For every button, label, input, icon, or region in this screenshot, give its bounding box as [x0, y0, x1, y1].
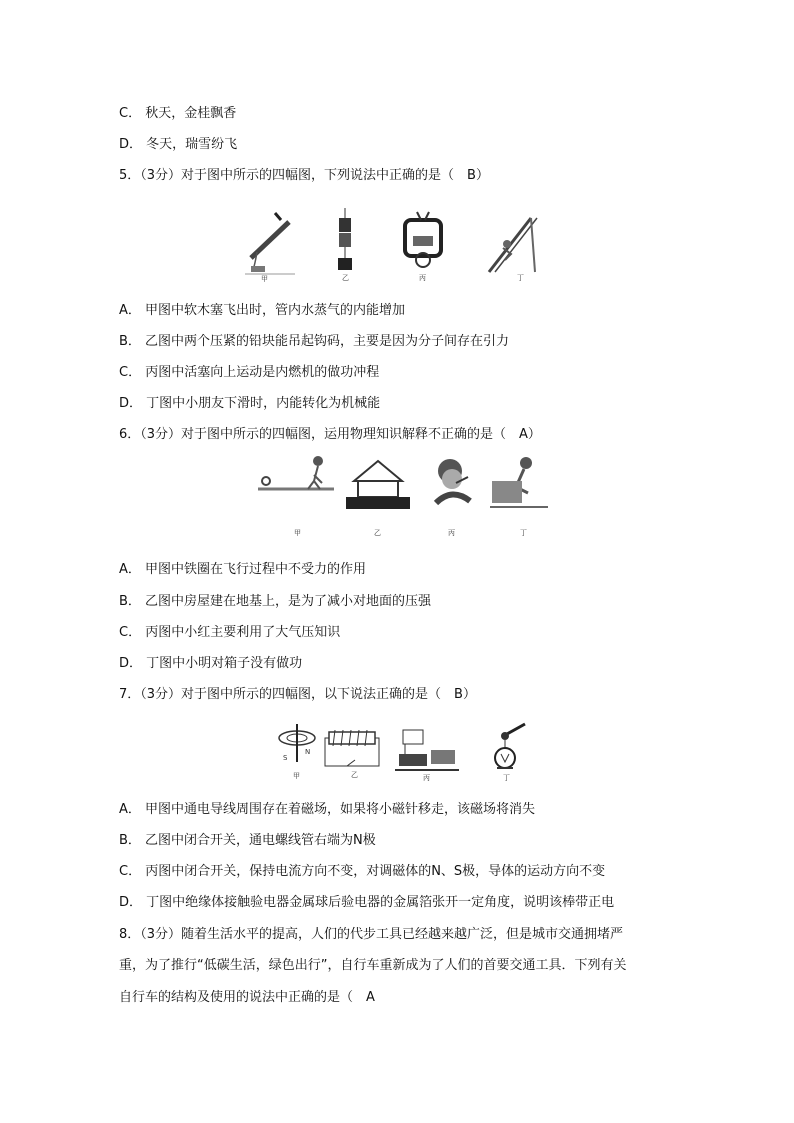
- q5-option-c: C． 丙图中活塞向上运动是内燃机的做功冲程: [119, 365, 380, 380]
- q6-label-ding: 丁: [520, 529, 527, 537]
- q7-option-b: B． 乙图中闭合开关，通电螺线管右端为N极: [119, 833, 376, 848]
- q5-option-a: A． 甲图中软木塞飞出时，管内水蒸气的内能增加: [119, 303, 406, 318]
- q5-fig-jia: [245, 213, 295, 282]
- q6-fig-ding: [490, 457, 548, 537]
- q6-stem: 6．（3分）对于图中所示的四幅图，运用物理知识解释不正确的是（ A）: [119, 427, 541, 442]
- q7-label-bing: 丙: [423, 774, 430, 782]
- q7-figure: [275, 722, 540, 782]
- q5-option-d: D． 丁图中小朋友下滑时，内能转化为机械能: [119, 396, 381, 411]
- q6-figure: [258, 453, 550, 537]
- q5-stem: 5．（3分）对于图中所示的四幅图，下列说法中正确的是（ B）: [119, 168, 489, 183]
- q6-label-jia: 甲: [294, 529, 301, 537]
- q6-option-c: C． 丙图中小红主要利用了大气压知识: [119, 625, 341, 640]
- q5-option-b: B． 乙图中两个压紧的铅块能吊起钩码，主要是因为分子间存在引力: [119, 334, 510, 349]
- q8-stem-line2: 重，为了推行“低碳生活，绿色出行”，自行车重新成为了人们的首要交通工具．下列有关: [119, 958, 627, 973]
- q5-figure: [245, 208, 545, 282]
- q7-pole-n: N: [305, 748, 311, 756]
- q6-label-yi: 乙: [374, 529, 381, 537]
- q7-fig-yi: [325, 730, 379, 779]
- q5-label-ding: 丁: [517, 274, 524, 282]
- q6-option-a: A． 甲图中铁圈在飞行过程中不受力的作用: [119, 562, 367, 577]
- q5-fig-yi: [338, 208, 352, 282]
- q7-option-a: A． 甲图中通电导线周围存在着磁场，如果将小磁针移走，该磁场将消失: [119, 802, 536, 817]
- q6-fig-bing: [436, 459, 470, 537]
- q7-stem: 7．（3分）对于图中所示的四幅图，以下说法正确的是（ B）: [119, 687, 476, 702]
- q7-fig-bing: [395, 730, 459, 782]
- q7-pole-s: S: [283, 754, 288, 762]
- q5-fig-bing: [405, 212, 441, 282]
- q8-stem-line1: 8．（3分）随着生活水平的提高，人们的代步工具已经越来越广泛，但是城市交通拥堵严: [119, 927, 624, 942]
- q5-label-jia: 甲: [261, 275, 268, 282]
- q6-fig-jia: [258, 456, 334, 537]
- q7-fig-ding: [495, 724, 525, 782]
- q4-option-d: D． 冬天，瑞雪纷飞: [119, 137, 238, 152]
- q8-stem-line3: 自行车的结构及使用的说法中正确的是（ A: [119, 990, 375, 1005]
- q7-label-ding: 丁: [503, 774, 510, 782]
- q5-fig-ding: [489, 218, 537, 282]
- q6-fig-yi: [346, 461, 410, 537]
- q5-label-yi: 乙: [342, 274, 349, 282]
- q7-option-c: C． 丙图中闭合开关，保持电流方向不变，对调磁体的N、S极，导体的运动方向不变: [119, 864, 606, 879]
- q7-label-jia: 甲: [293, 772, 300, 780]
- q4-option-c: C． 秋天，金桂飘香: [119, 106, 237, 121]
- q6-label-bing: 丙: [448, 529, 455, 537]
- q5-label-bing: 丙: [419, 274, 426, 282]
- q7-label-yi: 乙: [351, 771, 358, 779]
- q6-option-d: D． 丁图中小明对箱子没有做功: [119, 656, 303, 671]
- q6-option-b: B． 乙图中房屋建在地基上，是为了减小对地面的压强: [119, 594, 432, 609]
- q7-fig-jia: [279, 724, 315, 780]
- q7-option-d: D． 丁图中绝缘体接触验电器金属球后验电器的金属箔张开一定角度，说明该棒带正电: [119, 895, 615, 910]
